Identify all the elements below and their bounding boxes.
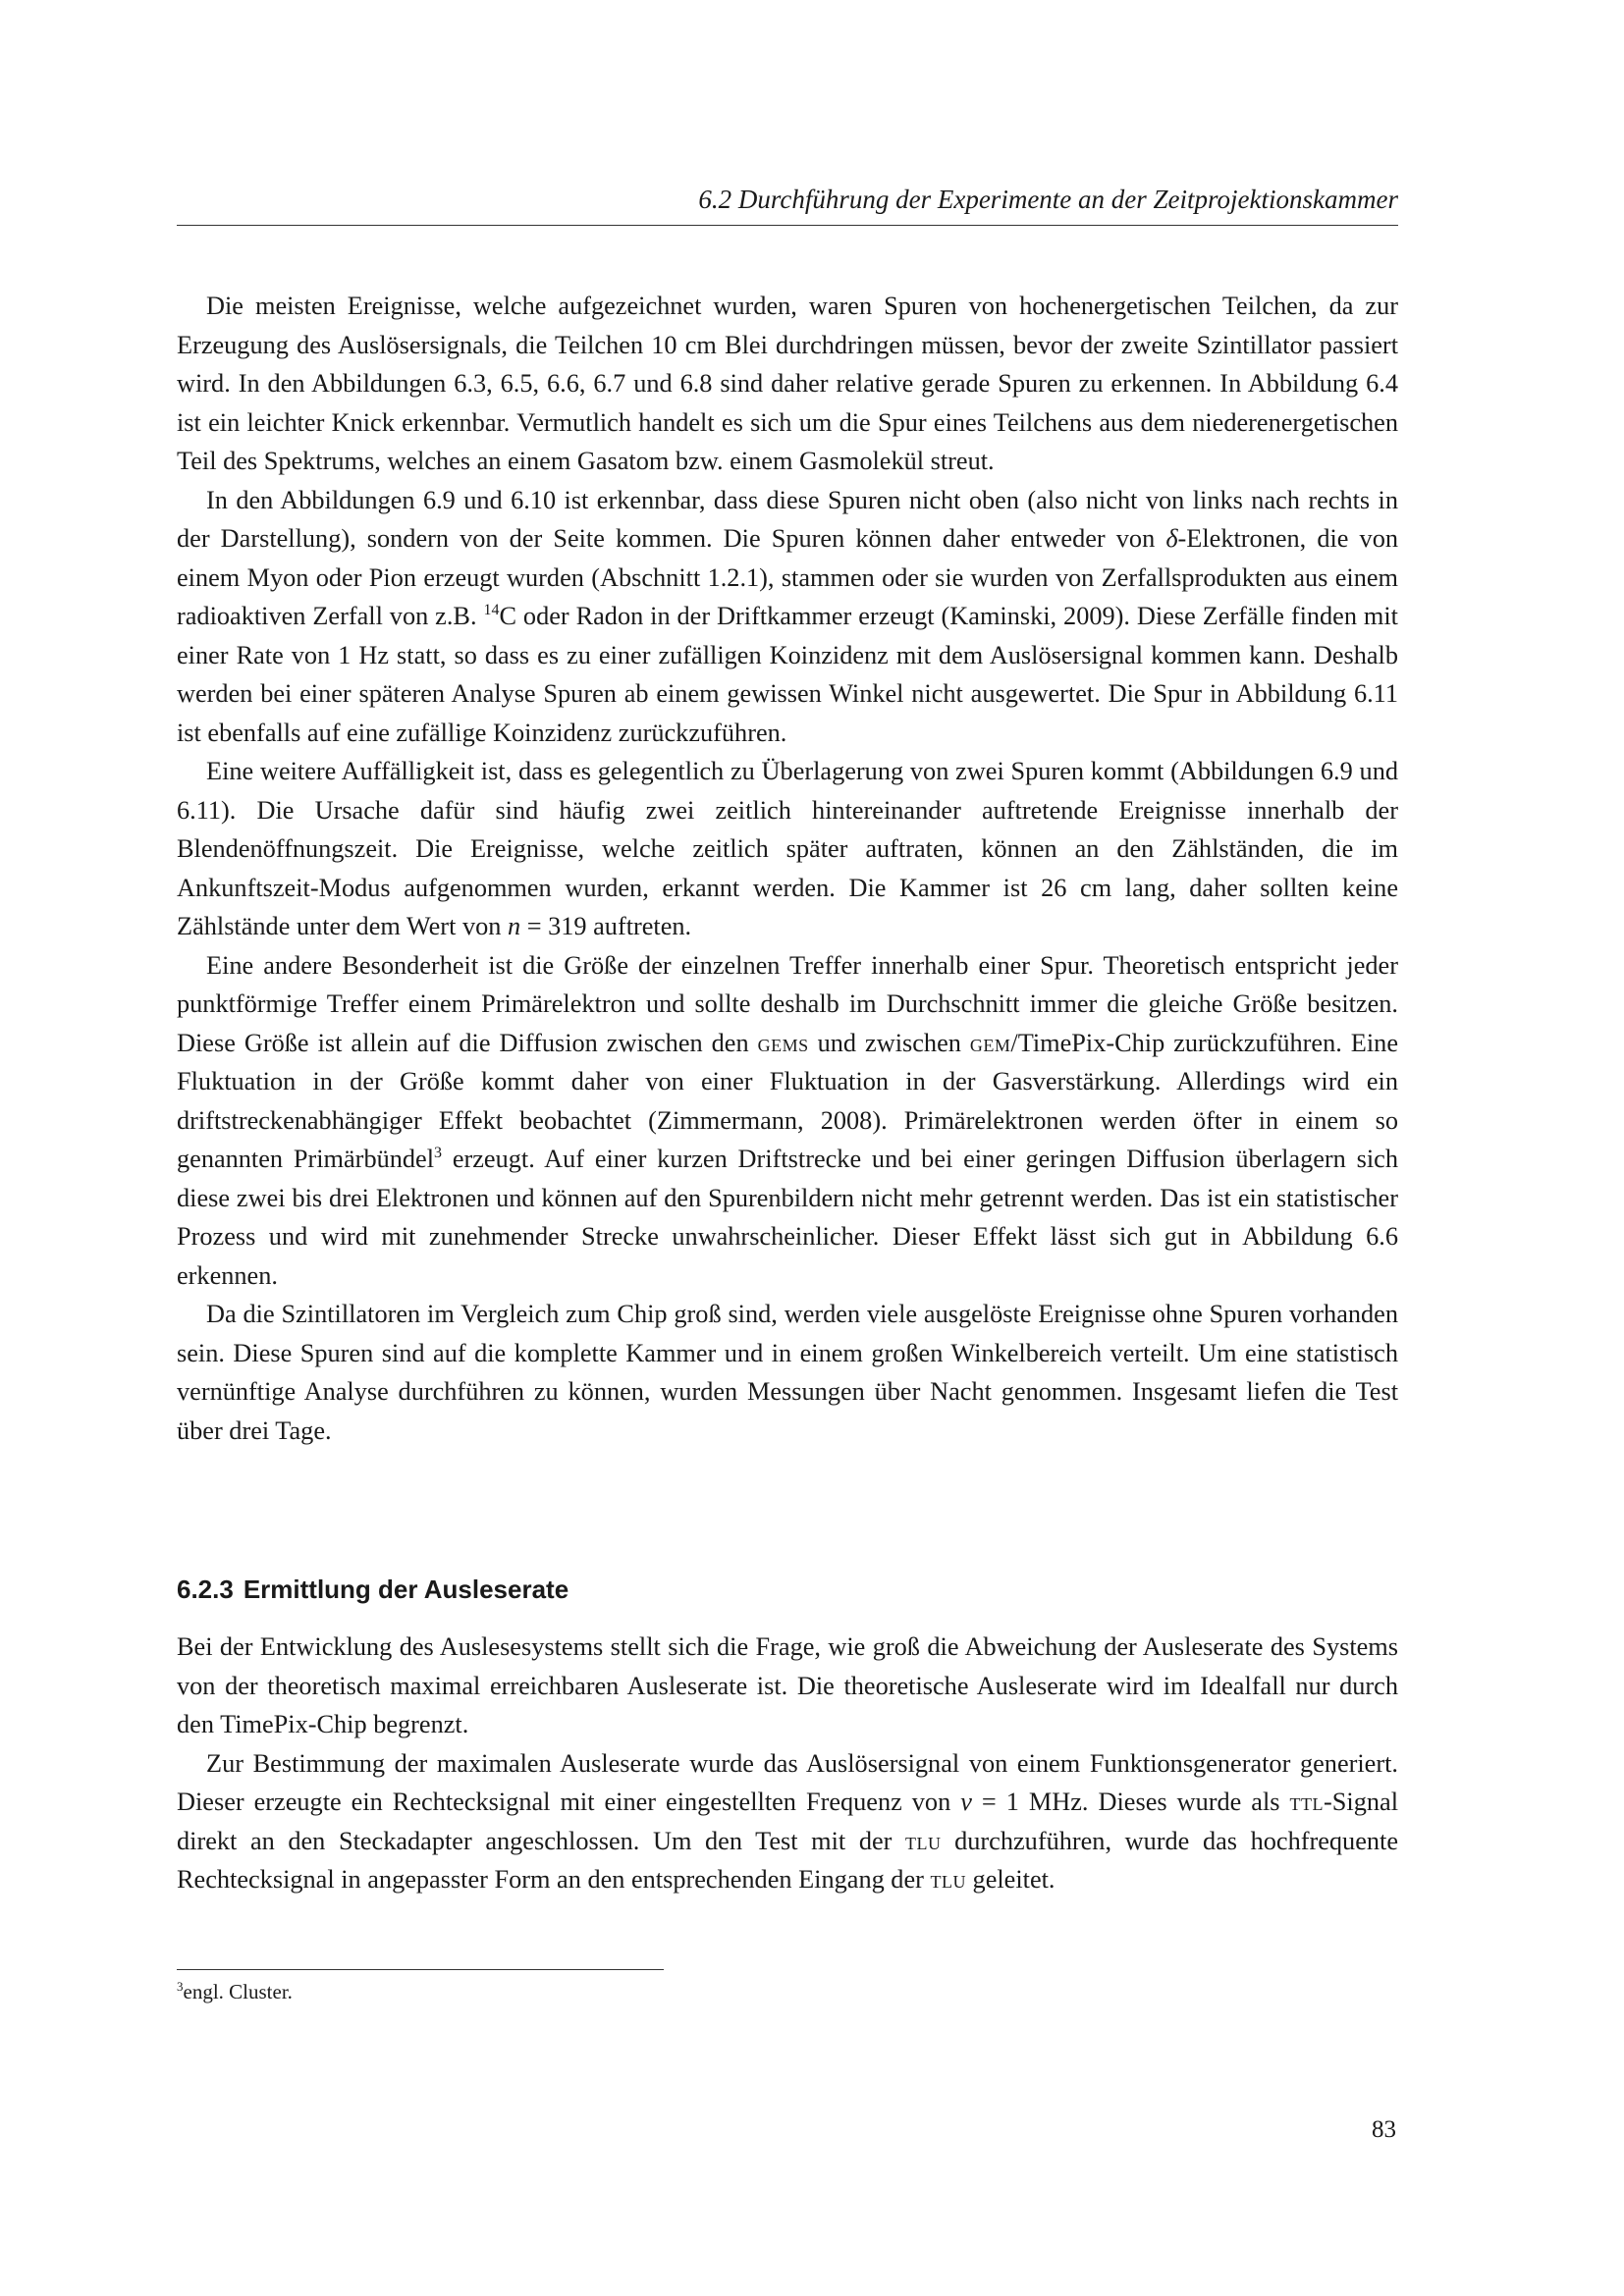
- paragraph-7: Zur Bestimmung der maximalen Ausleserate wurde das Auslösersignal von einem Funktionsgenerator generiert. Dieser erzeugte ein Rechtecksignal mit einer eingestellten Frequenz von ν = 1 MHz. Dieses wurde als ttl-Signal direkt an den Steckadapter angeschlossen. Um den Test mit der tlu durchzuführen, wurde das hochfrequente Rechtecksignal in angepasster Form an den entsprechenden Eingang der tlu geleitet.: [177, 1748, 1399, 1894]
- body-text-block-1: [177, 287, 1398, 1450]
- ttl-acronym: ttl: [1289, 1788, 1325, 1816]
- variable-n: n: [507, 912, 521, 940]
- paragraph-4: Eine andere Besonderheit ist die Größe der einzelnen Treffer innerhalb einer Spur. Theoretisch entspricht jeder punktförmige Treffer einem Primärelektron und sollte deshalb im Durchschnitt immer die gleiche Größe besitzen. Diese Größe ist allein auf die Diffusion zwischen den gems und zwischen gem/TimePix-Chip zurückzuführen. Eine Fluktuation in der Größe kommt daher von einer Fluktuation in der Gasverstärkung. Allerdings wird ein driftstreckenabhängiger Effekt beobachtet (Zimmermann, 2008). Primärelektronen werden öfter in einem so genannten Primärbündel$^3$ erzeugt. Auf einer kurzen Driftstrecke und bei einer geringen Diffusion überlagern sich diese zwei bis drei Elektronen und können auf den Spurenbildern nicht mehr getrennt werden. Das ist ein statistischer Prozess und wird mit zunehmender Strecke unwahrscheinlicher. Dieser Effekt lässt sich gut in Abbildung 6.6 erkennen.: [177, 950, 1398, 1290]
- isotope-superscript: 14: [483, 602, 500, 619]
- tlu-acronym: tlu: [905, 1826, 942, 1855]
- gem-acronym: gem: [969, 1028, 1011, 1057]
- delta-symbol: δ: [1165, 524, 1178, 553]
- body-text-block-2: [177, 1628, 1398, 1899]
- paragraph-2: In den Abbildungen 6.9 und 6.10 ist erkennbar, dass diese Spuren nicht oben (also nicht von links nach rechts in der Darstellung), sondern von der Seite kommen. Die Spuren können daher entweder von δ-Elektronen, die von einem Myon oder Pion erzeugt wurden (Abschnitt 1.2.1), stammen oder sie wurden von Zerfallsprodukten aus einem radioaktiven Zerfall von z.B. $^{14}$C oder Radon in der Driftkammer erzeugt (Kaminski, 2009). Diese Zerfälle finden mit einer Rate von 1 Hz statt, so dass es zu einer zufälligen Koinzidenz mit dem Auslösersignal kommen kann. Deshalb werden bei einer späteren Analyse Spuren ab einem gewissen Winkel nicht ausgewertet. Die Spur in Abbildung 6.11 ist ebenfalls auf eine zufällige Koinzidenz zurückzuführen.: [177, 485, 1398, 747]
- running-head: 6.2 Durchführung der Experimente an der Zeitprojektionskammer: [698, 185, 1398, 214]
- gems-acronym: gems: [757, 1028, 809, 1057]
- footnote-text: engl. Cluster.: [183, 1980, 293, 2003]
- footnote: [177, 1977, 293, 2006]
- paragraph-5: Da die Szintillatoren im Vergleich zum Chip groß sind, werden viele ausgelöste Ereignisse ohne Spuren vorhanden sein. Diese Spuren sind auf die komplette Kammer und in einem großen Winkelbereich verteilt. Um eine statistisch vernünftige Analyse durchführen zu können, wurden Messungen über Nacht genommen. Insgesamt liefen die Test über drei Tage.: [177, 1300, 1398, 1445]
- variable-nu: ν: [960, 1788, 972, 1816]
- footnote-rule: [177, 1969, 664, 1970]
- tlu-acronym: tlu: [930, 1865, 966, 1894]
- header-rule: [177, 225, 1398, 226]
- paragraph-6: Bei der Entwicklung des Auslesesystems stellt sich die Frage, wie groß die Abweichung der Ausleserate des Systems von der theoretisch maximal erreichbaren Ausleserate ist. Die theoretische Ausleserate wird im Idealfall nur durch den TimePix-Chip begrenzt.: [177, 1632, 1398, 1738]
- section-title: Ermittlung der Ausleserate: [243, 1575, 569, 1604]
- footnote-number: 3: [177, 1979, 184, 1994]
- paragraph-3: Eine weitere Auffälligkeit ist, dass es gelegentlich zu Überlagerung von zwei Spuren kommt (Abbildungen 6.9 und 6.11). Die Ursache dafür sind häufig zwei zeitlich hintereinander auftretende Ereignisse innerhalb der Blendenöffnungszeit. Die Ereignisse, welche zeitlich später auftraten, können an den Zählständen, die im Ankunftszeit-Modus aufgenommen wurden, erkannt werden. Die Kammer ist 26 cm lang, daher sollten keine Zählstände unter dem Wert von n = 319 auftreten.: [177, 757, 1398, 940]
- section-number: 6.2.3: [177, 1575, 234, 1604]
- paragraph-1: Die meisten Ereignisse, welche aufgezeichnet wurden, waren Spuren von hochenergetischen Teilchen, da zur Erzeugung des Auslösersignals, die Teilchen 10 cm Blei durchdringen müssen, bevor der zweite Szintillator passiert wird. In den Abbildungen 6.3, 6.5, 6.6, 6.7 und 6.8 sind daher relative gerade Spuren zu erkennen. In Abbildung 6.4 ist ein leichter Knick erkennbar. Vermutlich handelt es sich um die Spur eines Teilchens aus dem niederenergetischen Teil des Spektrums, welches an einem Gasatom bzw. einem Gasmolekül streut.: [177, 292, 1398, 475]
- footnote-marker: 3: [434, 1145, 443, 1162]
- section-heading: [177, 1573, 568, 1606]
- page-number: 83: [1372, 2116, 1396, 2143]
